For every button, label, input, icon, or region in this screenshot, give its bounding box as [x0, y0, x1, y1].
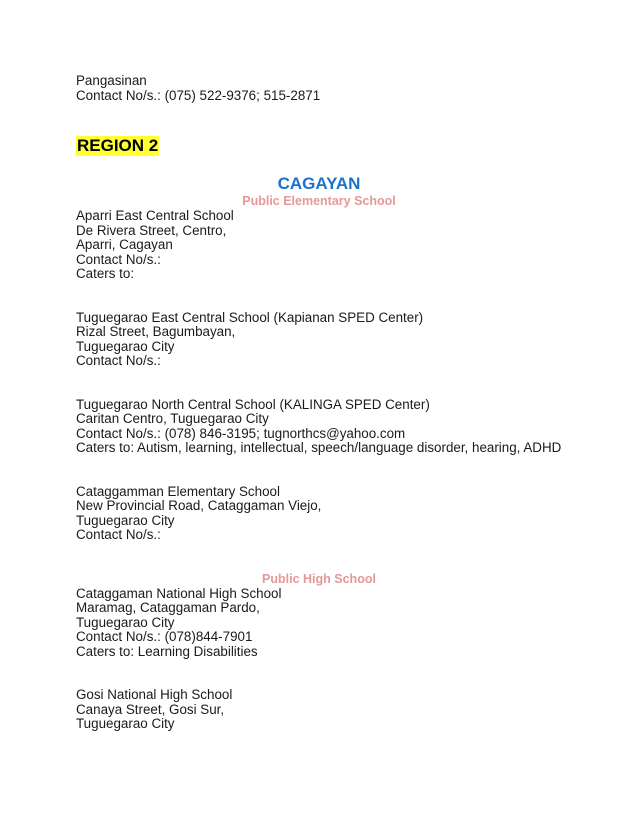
school-name: Gosi National High School: [76, 687, 233, 702]
school-entry: [76, 688, 562, 732]
region-heading-wrap: [76, 136, 562, 156]
school-contact: Contact No/s.:: [76, 251, 161, 267]
school-entry: [76, 485, 562, 543]
region-heading: REGION 2: [77, 136, 159, 155]
spacer: [76, 659, 562, 688]
school-entry: [76, 311, 562, 369]
school-contact: Contact No/s.:: [76, 353, 161, 368]
school-entry: [76, 398, 562, 456]
school-entry: [76, 209, 562, 282]
school-address: Caritan Centro, Tuguegarao City: [76, 411, 269, 426]
elementary-subheading: Public Elementary School: [242, 194, 396, 208]
school-caters: Caters to: Autism, learning, intellectual, speech/language disorder, hearing, ADHD: [76, 440, 562, 455]
school-city: Tuguegarao City: [76, 338, 175, 354]
spacer: [76, 103, 562, 136]
spacer: [76, 369, 562, 398]
school-contact: Contact No/s.: (078) 846-3195; tugnorthcs@yahoo.com: [76, 425, 406, 441]
school-name: Tuguegarao East Central School (Kapianan SPED Center): [76, 309, 424, 325]
school-city: Tuguegarao City: [76, 512, 175, 528]
school-address: Canaya Street, Gosi Sur,: [76, 701, 225, 717]
school-contact: Contact No/s.:: [76, 527, 161, 542]
school-name: Cataggamman Elementary School: [76, 483, 280, 499]
document-page: [76, 74, 562, 732]
school-name: Tuguegarao North Central School (KALINGA SPED Center): [76, 396, 430, 412]
school-entry: [76, 587, 562, 660]
highschool-subheading: Public High School: [262, 571, 376, 586]
spacer: [76, 456, 562, 485]
school-city: Tuguegarao City: [76, 614, 175, 630]
spacer: [76, 282, 562, 311]
school-contact: Contact No/s.: (078)844-7901: [76, 629, 253, 644]
intro-block: [76, 74, 562, 103]
school-caters: Caters to:: [76, 266, 135, 281]
school-address: New Provincial Road, Cataggaman Viejo,: [76, 498, 322, 513]
school-caters: Caters to: Learning Disabilities: [76, 643, 258, 659]
school-city: Aparri, Cagayan: [76, 237, 173, 252]
province-heading: CAGAYAN: [277, 174, 361, 193]
school-city: Tuguegarao City: [76, 716, 175, 731]
school-name: Cataggaman National High School: [76, 585, 282, 601]
intro-contact-line: Contact No/s.: (075) 522-9376; 515-2871: [76, 87, 321, 103]
school-address: Rizal Street, Bagumbayan,: [76, 324, 236, 339]
school-address: De Rivera Street, Centro,: [76, 222, 227, 238]
school-address: Maramag, Cataggaman Pardo,: [76, 600, 260, 615]
school-name: Aparri East Central School: [76, 208, 234, 223]
spacer: [76, 543, 562, 572]
intro-province-line: Pangasinan: [76, 73, 147, 88]
